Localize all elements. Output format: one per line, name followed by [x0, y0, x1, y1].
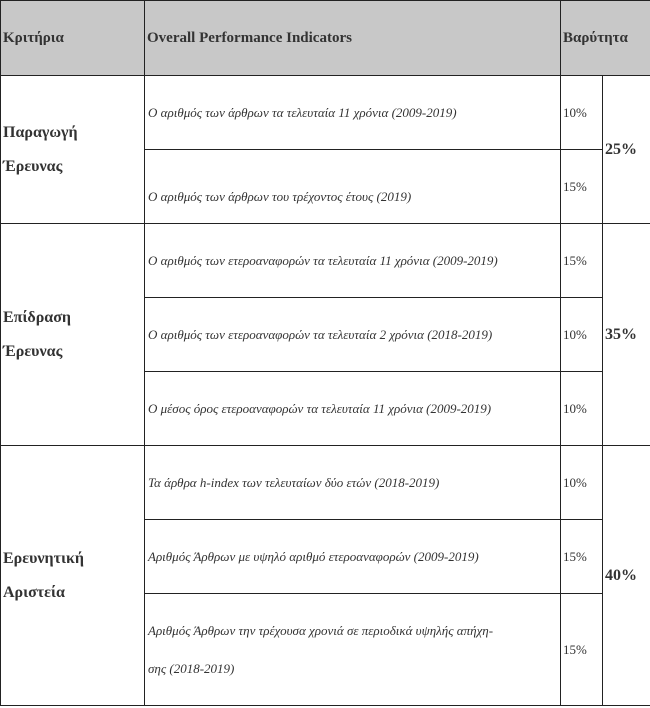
header-row [1, 1, 650, 76]
table-row [1, 224, 650, 298]
indicator-cell [145, 594, 561, 706]
header-criteria: Κριτήρια [1, 1, 145, 76]
weight-cell: 10% [561, 372, 603, 446]
indicator-line: Αριθμός Άρθρων την τρέχουσα χρονιά σε περιοδικά υψηλής απήχη- [148, 622, 494, 638]
indicator-cell: Τα άρθρα h-index των τελευταίων δύο ετών (2018-2019) [145, 446, 561, 520]
weight-cell: 10% [561, 298, 603, 372]
weight-cell: 15% [561, 520, 603, 594]
table-row [1, 446, 650, 520]
criterion-research-impact: Επίδραση Έρευνας [1, 224, 145, 446]
weight-cell: 10% [561, 446, 603, 520]
group-total: 40% [603, 446, 650, 706]
indicator-cell: Ο αριθμός των άρθρων τα τελευταία 11 χρόνια (2009-2019) [145, 76, 561, 150]
table-row [1, 76, 650, 150]
group-total: 35% [603, 224, 650, 446]
criterion-research-excellence: Ερευνητική Αριστεία [1, 446, 145, 706]
group-total: 25% [603, 76, 650, 224]
indicator-cell: Ο αριθμός των άρθρων του τρέχοντος έτους (2019) [145, 150, 561, 224]
indicator-line: σης (2018-2019) [148, 660, 235, 676]
indicator-cell: Ο μέσος όρος ετεροαναφορών τα τελευταία 11 χρόνια (2009-2019) [145, 372, 561, 446]
weight-cell: 15% [561, 224, 603, 298]
indicator-cell: Αριθμός Άρθρων με υψηλό αριθμό ετεροαναφορών (2009-2019) [145, 520, 561, 594]
header-weight: Βαρύτητα [561, 1, 650, 76]
criterion-research-production: Παραγωγή Έρευνας [1, 76, 145, 224]
indicator-cell: Ο αριθμός των ετεροαναφορών τα τελευταία 11 χρόνια (2009-2019) [145, 224, 561, 298]
header-indicators: Overall Performance Indicators [145, 1, 561, 76]
weight-cell: 10% [561, 76, 603, 150]
weight-cell: 15% [561, 150, 603, 224]
indicator-cell: Ο αριθμός των ετεροαναφορών τα τελευταία 2 χρόνια (2018-2019) [145, 298, 561, 372]
weight-cell: 15% [561, 594, 603, 706]
